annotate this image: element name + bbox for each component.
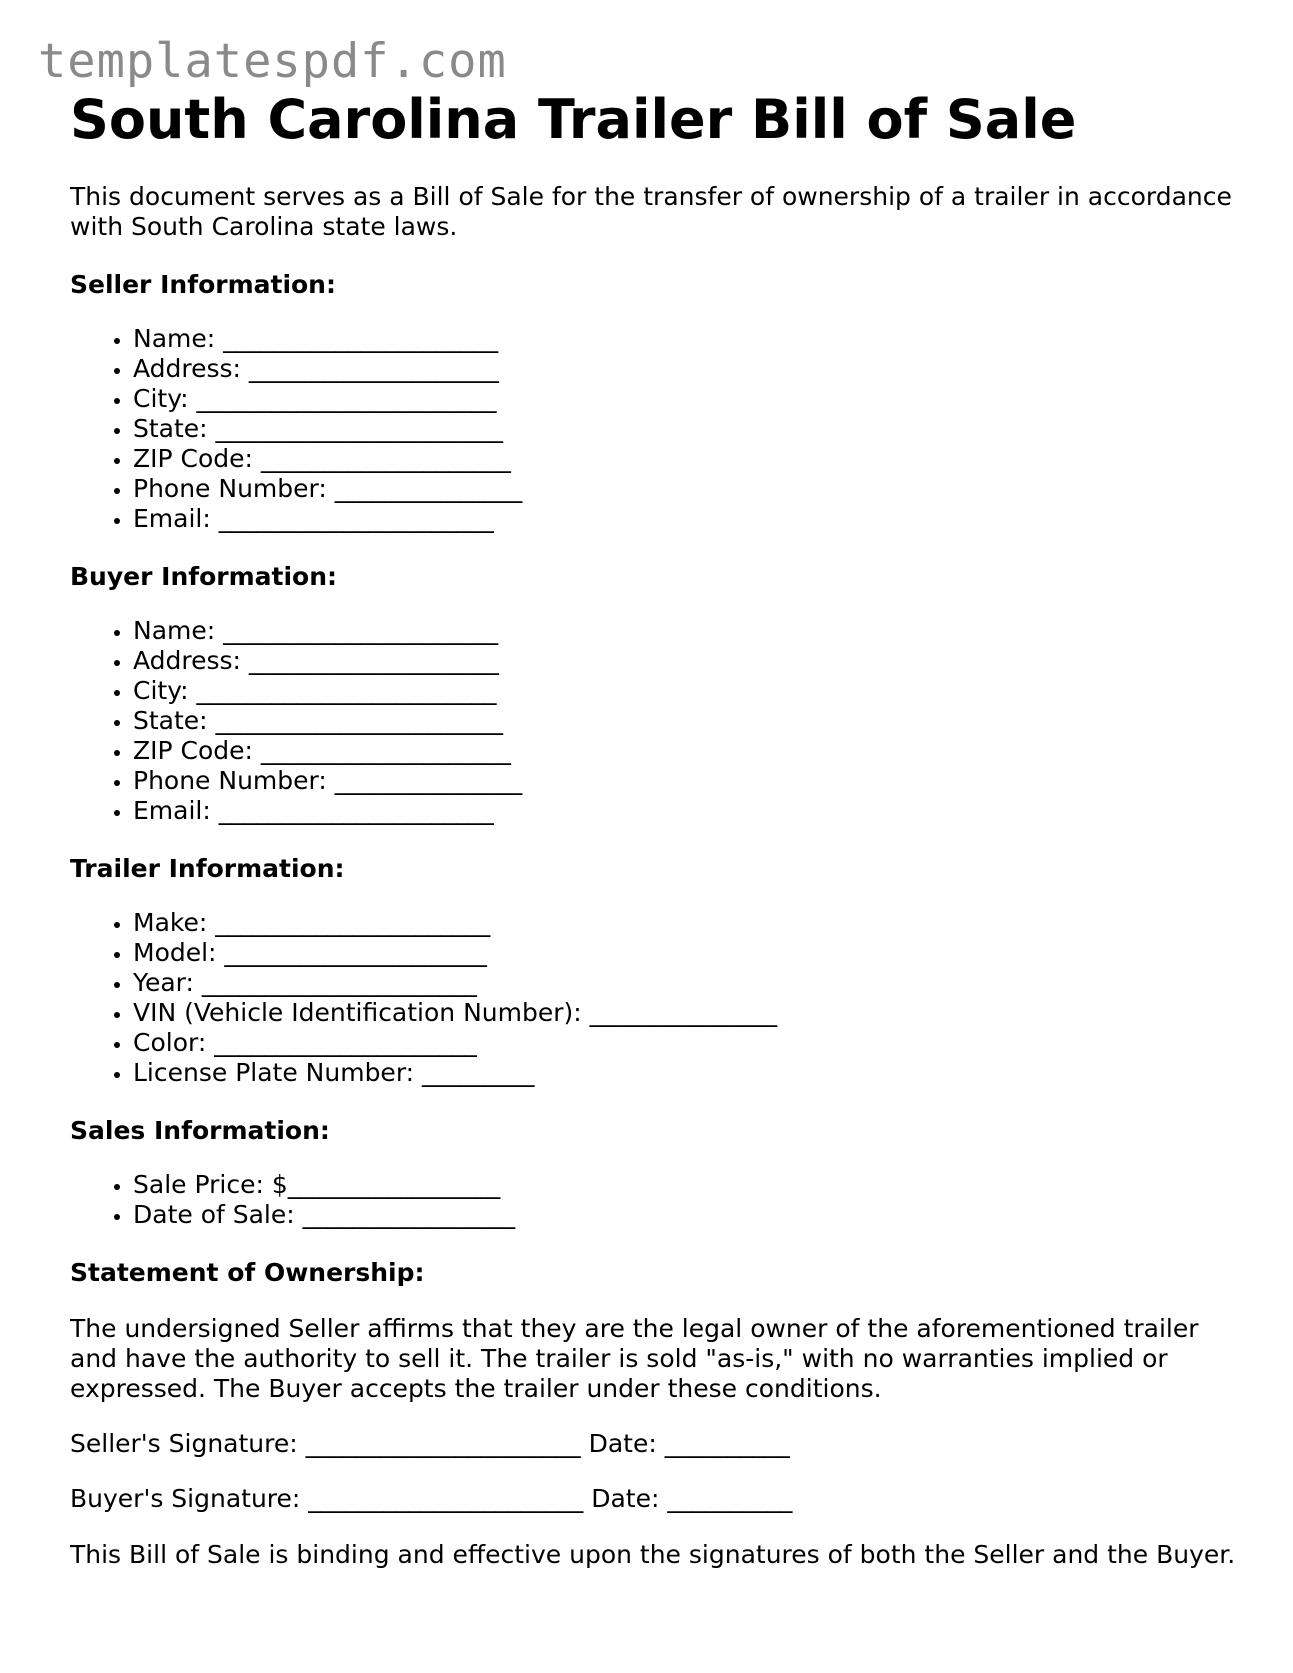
seller-state-field: • State: _______________________ [133, 414, 1250, 444]
buyer-zip-field: • ZIP Code: ____________________ [133, 736, 1250, 766]
sales-section-heading: Sales Information: [70, 1116, 330, 1145]
document-page [70, 88, 1250, 1570]
closing-paragraph: This Bill of Sale is binding and effective upon the signatures of both the Seller and the Buyer. [70, 1540, 1236, 1569]
page-title: South Carolina Trailer Bill of Sale [70, 88, 1077, 151]
trailer-vin-field: • VIN (Vehicle Identification Number): _______________ [133, 998, 1250, 1028]
seller-zip-field: • ZIP Code: ____________________ [133, 444, 1250, 474]
trailer-field-list [70, 908, 1250, 1088]
seller-section-heading: Seller Information: [70, 270, 336, 299]
ownership-section-heading: Statement of Ownership: [70, 1258, 425, 1287]
trailer-plate-field: • License Plate Number: _________ [133, 1058, 1250, 1088]
watermark: templatespdf.com [38, 34, 507, 89]
seller-phone-field: • Phone Number: _______________ [133, 474, 1250, 504]
buyer-name-field: • Name: ______________________ [133, 616, 1250, 646]
buyer-email-field: • Email: ______________________ [133, 796, 1250, 826]
ownership-statement: The undersigned Seller affirms that they are the legal owner of the aforementioned trailer and have the authority to sell it. The trailer is sold "as-is," with no warranties implied or expressed. The Buyer accepts the trailer under these conditions. [70, 1314, 1199, 1403]
buyer-address-field: • Address: ____________________ [133, 646, 1250, 676]
seller-address-field: • Address: ____________________ [133, 354, 1250, 384]
trailer-model-field: • Model: _____________________ [133, 938, 1250, 968]
seller-signature-line: Seller's Signature: ______________________ Date: __________ [70, 1429, 790, 1458]
buyer-city-field: • City: ________________________ [133, 676, 1250, 706]
buyer-section-heading: Buyer Information: [70, 562, 338, 591]
trailer-make-field: • Make: ______________________ [133, 908, 1250, 938]
sale-price-field: • Sale Price: $_________________ [133, 1170, 1250, 1200]
trailer-year-field: • Year: ______________________ [133, 968, 1250, 998]
seller-name-field: • Name: ______________________ [133, 324, 1250, 354]
buyer-state-field: • State: _______________________ [133, 706, 1250, 736]
buyer-phone-field: • Phone Number: _______________ [133, 766, 1250, 796]
sales-field-list [70, 1170, 1250, 1230]
seller-field-list [70, 324, 1250, 534]
seller-city-field: • City: ________________________ [133, 384, 1250, 414]
buyer-field-list [70, 616, 1250, 826]
trailer-section-heading: Trailer Information: [70, 854, 345, 883]
sale-date-field: • Date of Sale: _________________ [133, 1200, 1250, 1230]
seller-email-field: • Email: ______________________ [133, 504, 1250, 534]
trailer-color-field: • Color: _____________________ [133, 1028, 1250, 1058]
intro-paragraph: This document serves as a Bill of Sale for the transfer of ownership of a trailer in accordance with South Carolina state laws. [70, 182, 1232, 241]
buyer-signature-line: Buyer's Signature: ______________________ Date: __________ [70, 1484, 793, 1513]
